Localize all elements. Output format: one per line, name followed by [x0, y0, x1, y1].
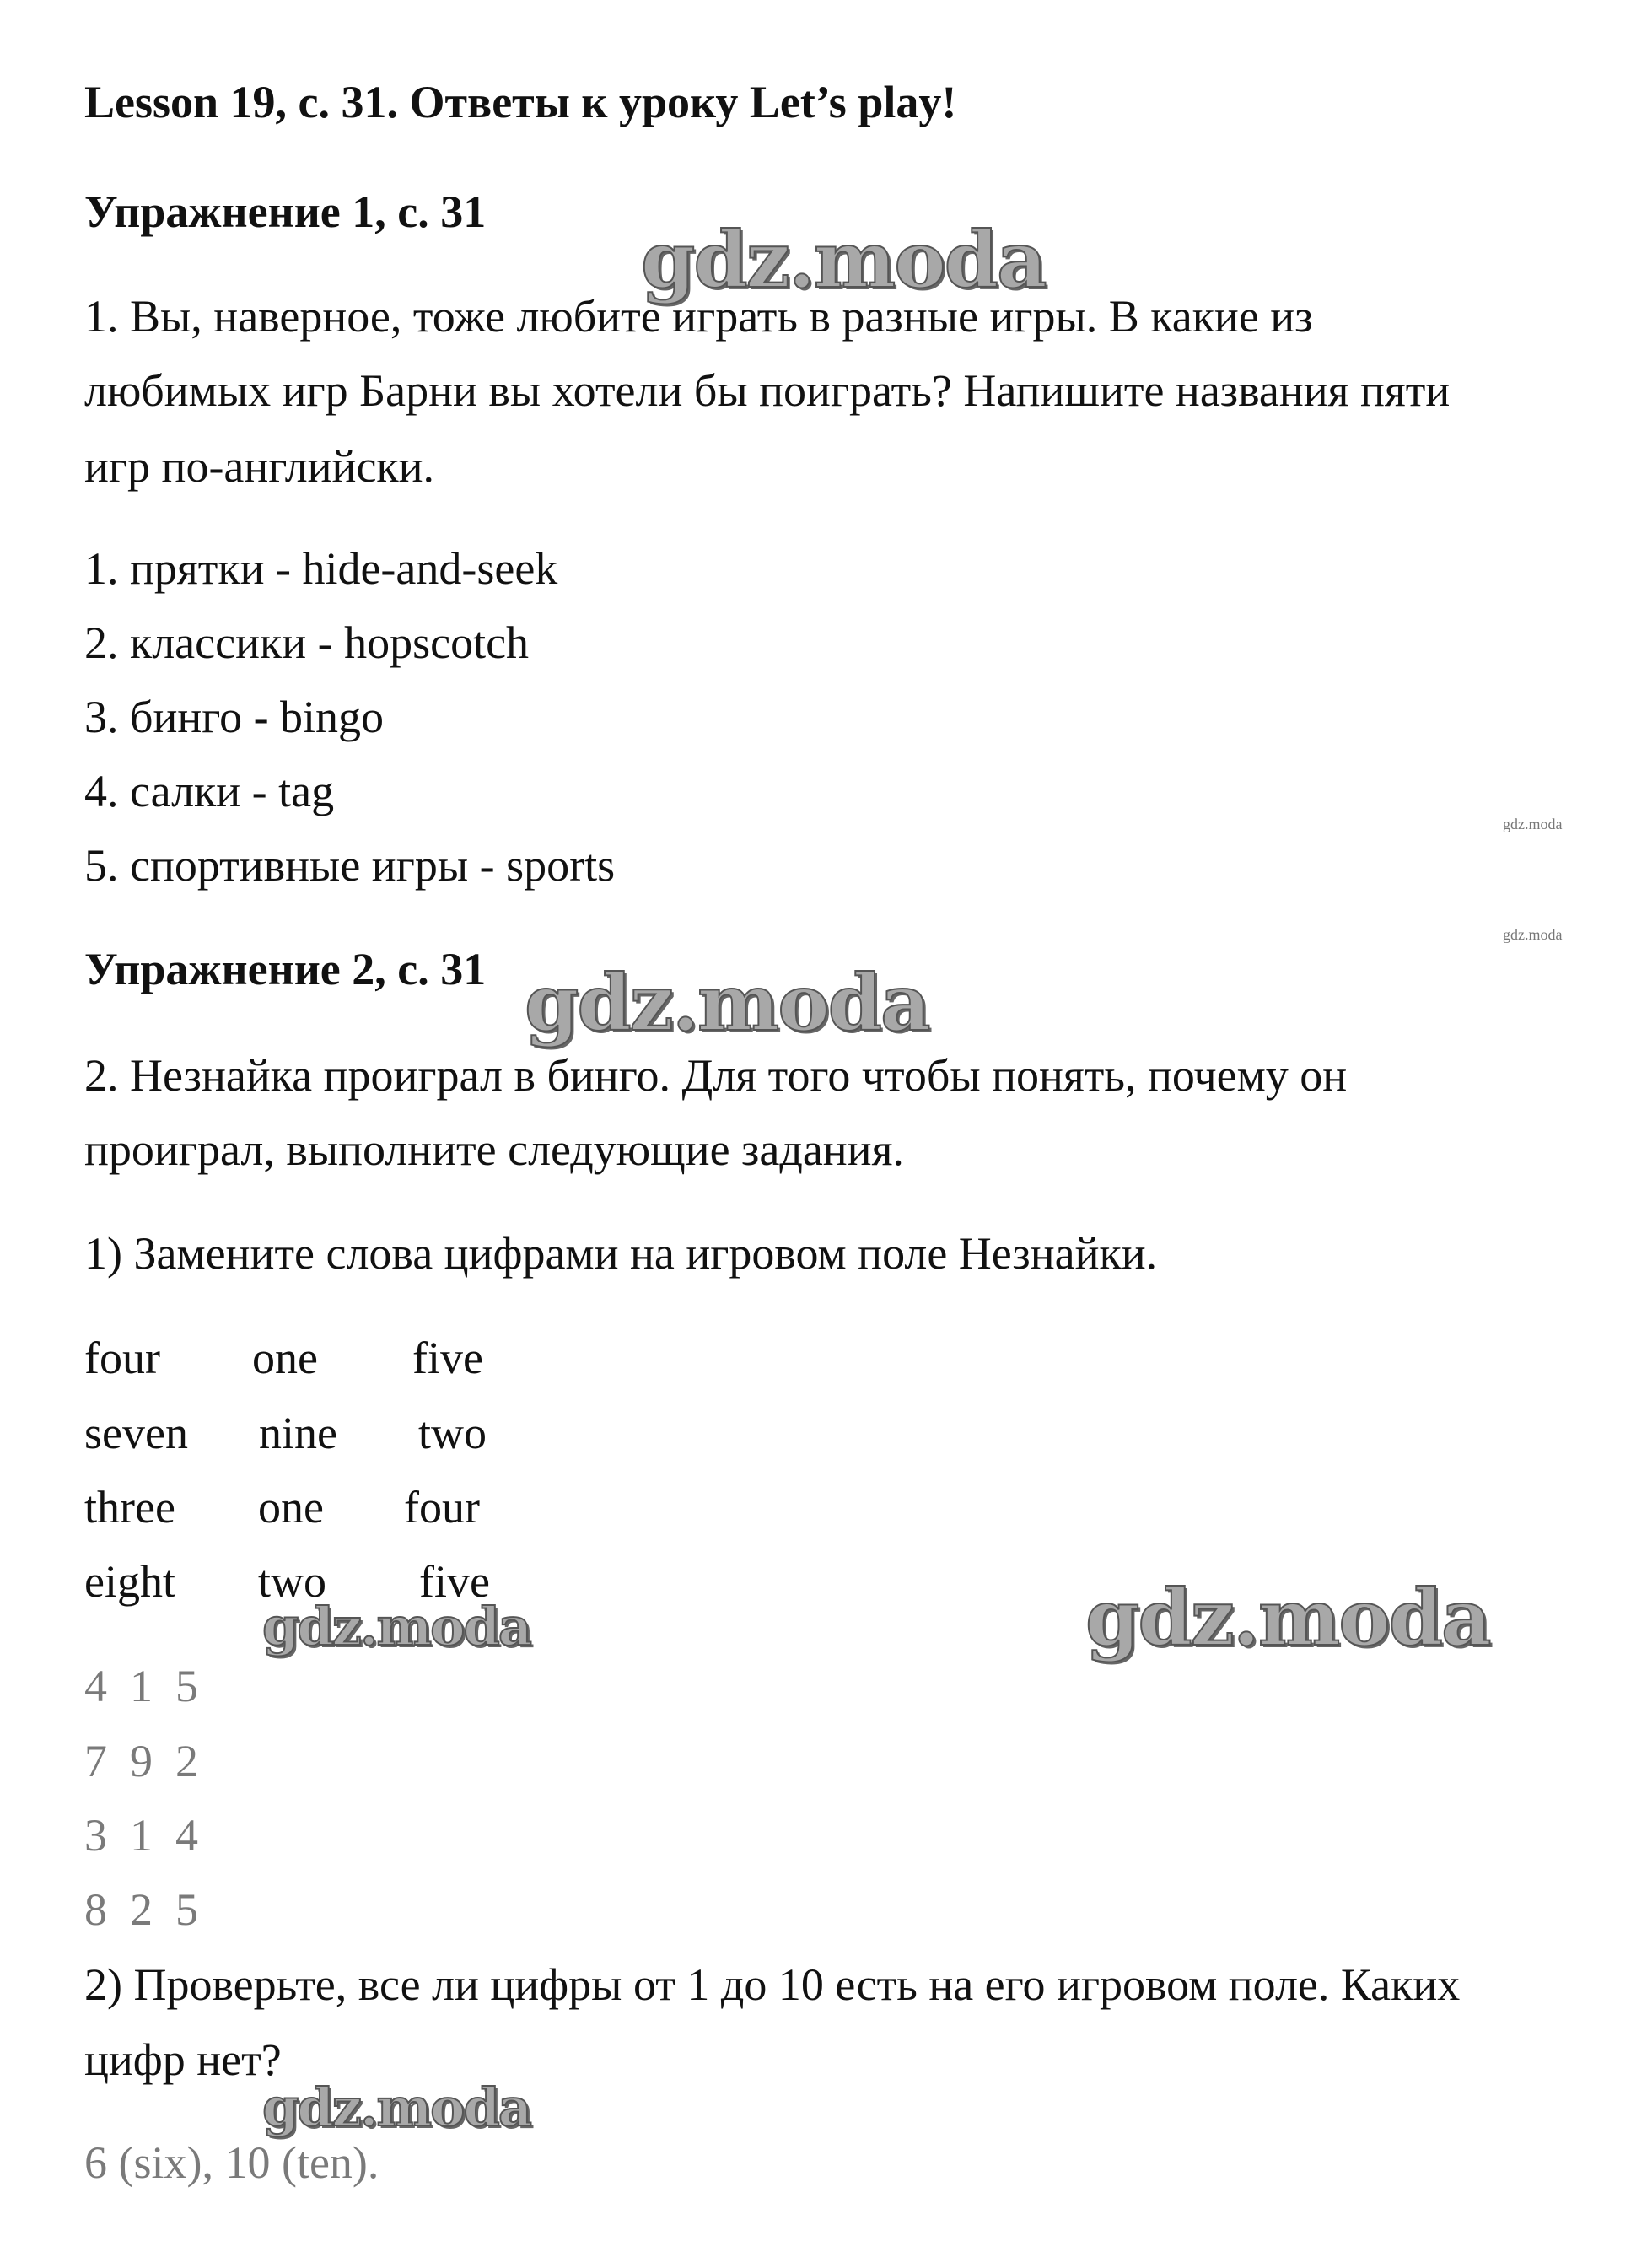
- exercise1-task-line: 1. Вы, наверное, тоже любите играть в разные игры. В какие из: [84, 291, 1313, 342]
- numbers-row: 7 9 2: [84, 1736, 198, 1786]
- watermark: gdz.moda: [262, 1596, 530, 1657]
- watermark: gdz.moda: [1085, 1572, 1490, 1663]
- answer-item: 5. спортивные игры - sports: [84, 840, 616, 891]
- grid-word: five: [419, 1556, 490, 1607]
- subtask2-line: цифр нет?: [84, 2034, 282, 2085]
- grid-word: one: [258, 1482, 324, 1533]
- exercise2-heading: Упражнение 2, с. 31: [84, 944, 487, 994]
- grid-word: five: [412, 1333, 483, 1383]
- grid-word: two: [258, 1556, 326, 1607]
- answer-item: 2. классики - hopscotch: [84, 617, 530, 668]
- grid-word: two: [418, 1408, 487, 1458]
- answer-item: 4. салки - tag: [84, 766, 335, 816]
- numbers-row: 4 1 5: [84, 1661, 198, 1711]
- final-answer: 6 (six), 10 (ten).: [84, 2137, 379, 2188]
- grid-word: seven: [84, 1408, 188, 1458]
- grid-word: eight: [84, 1556, 175, 1607]
- small-watermark: gdz.moda: [1503, 926, 1563, 943]
- grid-word: three: [84, 1482, 175, 1533]
- exercise1-task-line: любимых игр Барни вы хотели бы поиграть? Напишите названия пяти: [84, 365, 1451, 416]
- answer-item: 1. прятки - hide-and-seek: [84, 543, 558, 594]
- grid-word: one: [252, 1333, 318, 1383]
- answer-item: 3. бинго - bingo: [84, 692, 385, 742]
- exercise2-task-line: 2. Незнайка проиграл в бинго. Для того чтобы понять, почему он: [84, 1050, 1348, 1101]
- exercise1-task-line: игр по-английски.: [84, 441, 435, 492]
- numbers-row: 8 2 5: [84, 1884, 198, 1935]
- watermark: gdz.moda: [641, 214, 1046, 305]
- small-watermark: gdz.moda: [1503, 816, 1563, 832]
- watermark: gdz.moda: [262, 2077, 530, 2138]
- subtask2-line: 2) Проверьте, все ли цифры от 1 до 10 есть на его игровом поле. Каких: [84, 1959, 1461, 2010]
- watermark: gdz.moda: [525, 957, 929, 1048]
- exercise1-heading: Упражнение 1, с. 31: [84, 186, 487, 237]
- grid-word: nine: [259, 1408, 337, 1458]
- page-title: Lesson 19, с. 31. Ответы к уроку Let’s play!: [84, 77, 957, 127]
- grid-word: four: [404, 1482, 480, 1533]
- numbers-row: 3 1 4: [84, 1810, 198, 1861]
- exercise2-task-line: проиграл, выполните следующие задания.: [84, 1124, 904, 1175]
- subtask1: 1) Замените слова цифрами на игровом поле Незнайки.: [84, 1228, 1158, 1279]
- grid-word: four: [84, 1333, 160, 1383]
